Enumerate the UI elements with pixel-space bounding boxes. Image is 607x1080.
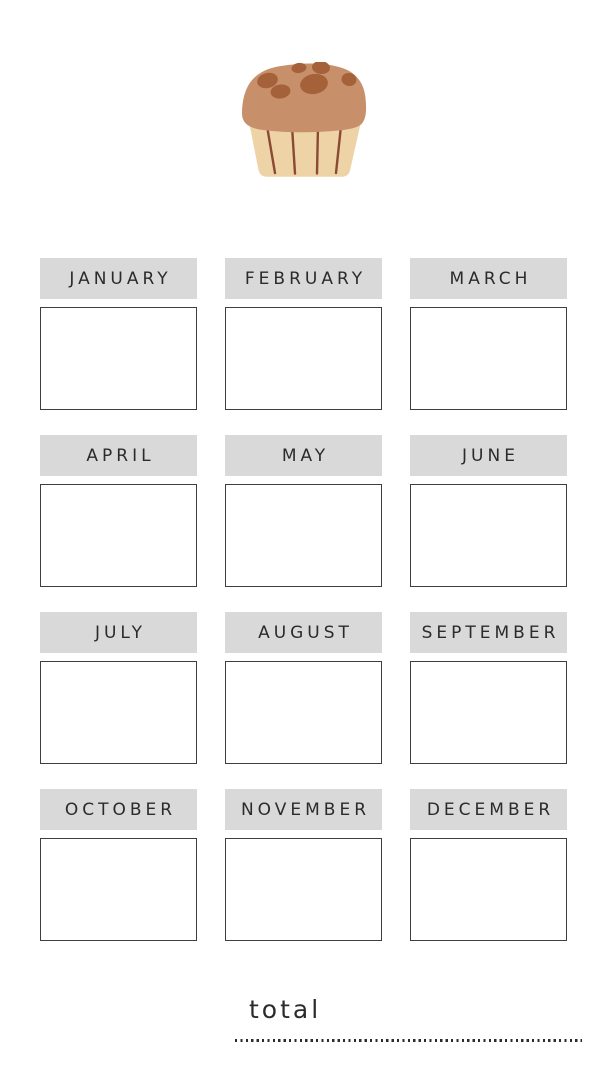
month-header-june <box>410 435 567 476</box>
month-label: SEPTEMBER <box>421 622 560 643</box>
muffin-icon <box>241 62 367 180</box>
month-cell-october <box>40 789 197 942</box>
month-cell-november <box>225 789 382 942</box>
month-entry-box-february <box>225 307 382 410</box>
month-entry-box-august <box>225 661 382 764</box>
month-entry-box-may <box>225 484 382 587</box>
month-header-february <box>225 258 382 299</box>
month-cell-december <box>410 789 567 942</box>
month-entry-box-july <box>40 661 197 764</box>
month-header-september <box>410 612 567 653</box>
month-cell-july <box>40 612 197 765</box>
month-cell-june <box>410 435 567 588</box>
month-header-may <box>225 435 382 476</box>
month-label: JULY <box>94 622 147 643</box>
month-entry-box-november <box>225 838 382 941</box>
month-entry-box-april <box>40 484 197 587</box>
month-label: APRIL <box>86 445 155 466</box>
month-label: AUGUST <box>258 622 353 643</box>
month-header-april <box>40 435 197 476</box>
month-header-january <box>40 258 197 299</box>
month-label: FEBRUARY <box>244 268 367 289</box>
month-header-march <box>410 258 567 299</box>
month-entry-box-october <box>40 838 197 941</box>
month-cell-may <box>225 435 382 588</box>
month-header-november <box>225 789 382 830</box>
month-cell-august <box>225 612 382 765</box>
month-cell-march <box>410 258 567 411</box>
month-cell-february <box>225 258 382 411</box>
month-header-july <box>40 612 197 653</box>
month-header-october <box>40 789 197 830</box>
month-cell-september <box>410 612 567 765</box>
month-label: MARCH <box>449 268 532 289</box>
month-header-august <box>225 612 382 653</box>
month-label: DECEMBER <box>426 799 555 820</box>
month-label: OCTOBER <box>64 799 177 820</box>
months-grid <box>40 258 567 942</box>
month-header-december <box>410 789 567 830</box>
month-label: MAY <box>281 445 330 466</box>
month-cell-april <box>40 435 197 588</box>
month-label: JANUARY <box>69 268 172 289</box>
month-entry-box-september <box>410 661 567 764</box>
total-dotted-line <box>235 1039 582 1042</box>
total-label: total <box>249 995 322 1024</box>
month-label: NOVEMBER <box>240 799 371 820</box>
month-entry-box-march <box>410 307 567 410</box>
month-cell-january <box>40 258 197 411</box>
month-entry-box-december <box>410 838 567 941</box>
month-entry-box-january <box>40 307 197 410</box>
month-entry-box-june <box>410 484 567 587</box>
month-label: JUNE <box>462 445 519 466</box>
